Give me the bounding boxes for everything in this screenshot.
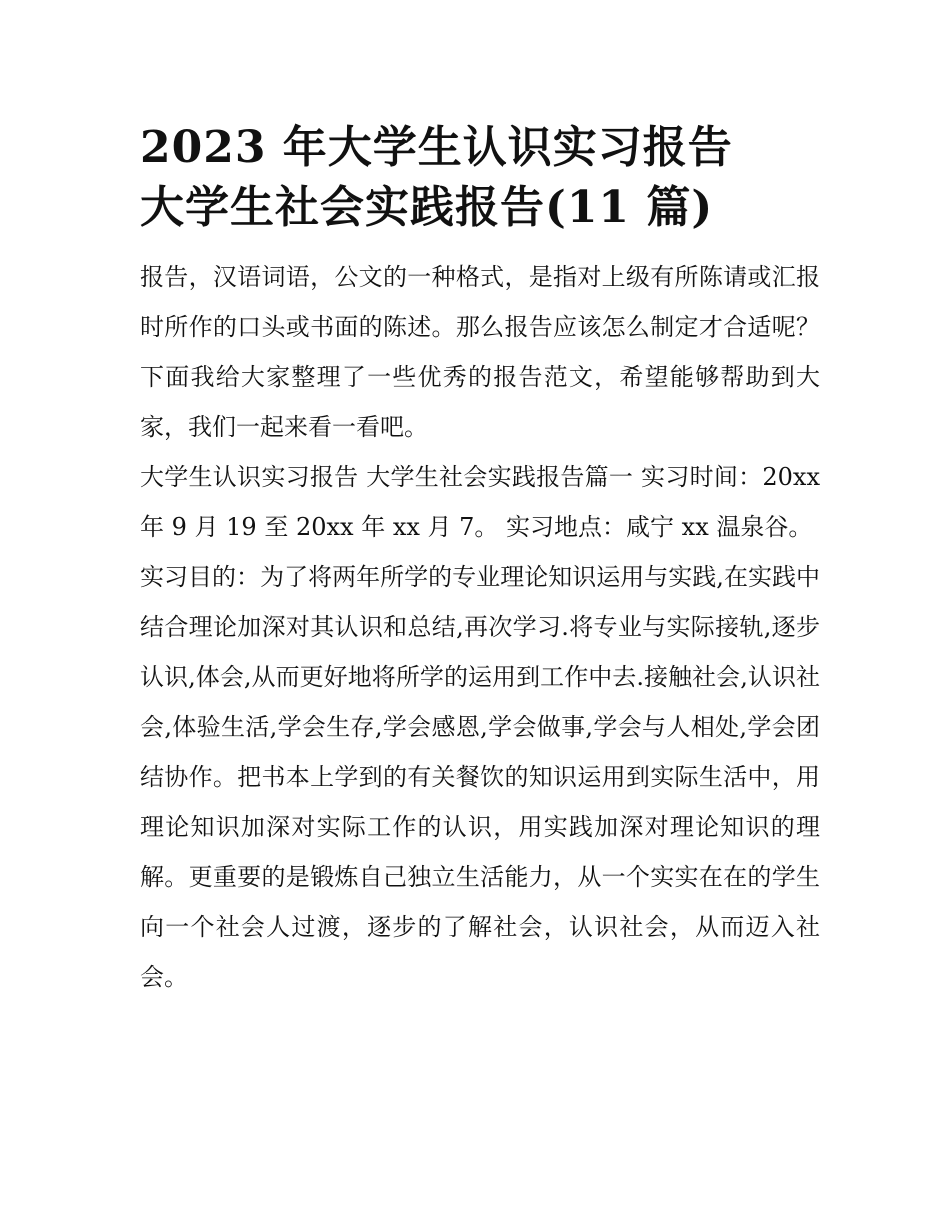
document-title	[140, 118, 820, 238]
internship-purpose-paragraph: 实习目的：为了将两年所学的专业理论知识运用与实践,在实践中结合理论加深对其认识和总结,再次学习.将专业与实际接轨,逐步认识,体会,从而更好地将所学的运用到工作中去.接触社会,认识社会,体验生活,学会生存,学会感恩,学会做事,学会与人相处,学会团结协作。把书本上学到的有关餐饮的知识运用到实际生活中，用理论知识加深对实际工作的认识，用实践加深对理论知识的理解。更重要的是锻炼自己独立生活能力，从一个实实在在的学生向一个社会人过渡，逐步的了解社会，认识社会，从而迈入社会。	[140, 563, 820, 991]
intro-paragraph: 报告，汉语词语，公文的一种格式，是指对上级有所陈请或汇报时所作的口头或书面的陈述。那么报告应该怎么制定才合适呢？下面我给大家整理了一些优秀的报告范文，希望能够帮助到大家，我们一起来看一看吧。	[140, 263, 820, 441]
document-body	[140, 118, 820, 1002]
title-line-1: 2023 年大学生认识实习报告	[140, 122, 733, 173]
title-line-2: 大学生社会实践报告(11 篇)	[140, 182, 714, 233]
internship-info-paragraph: 大学生认识实习报告 大学生社会实践报告篇一 实习时间：20xx 年 9 月 19 至 20xx 年 xx 月 7。 实习地点：咸宁 xx 温泉谷。	[140, 463, 820, 541]
